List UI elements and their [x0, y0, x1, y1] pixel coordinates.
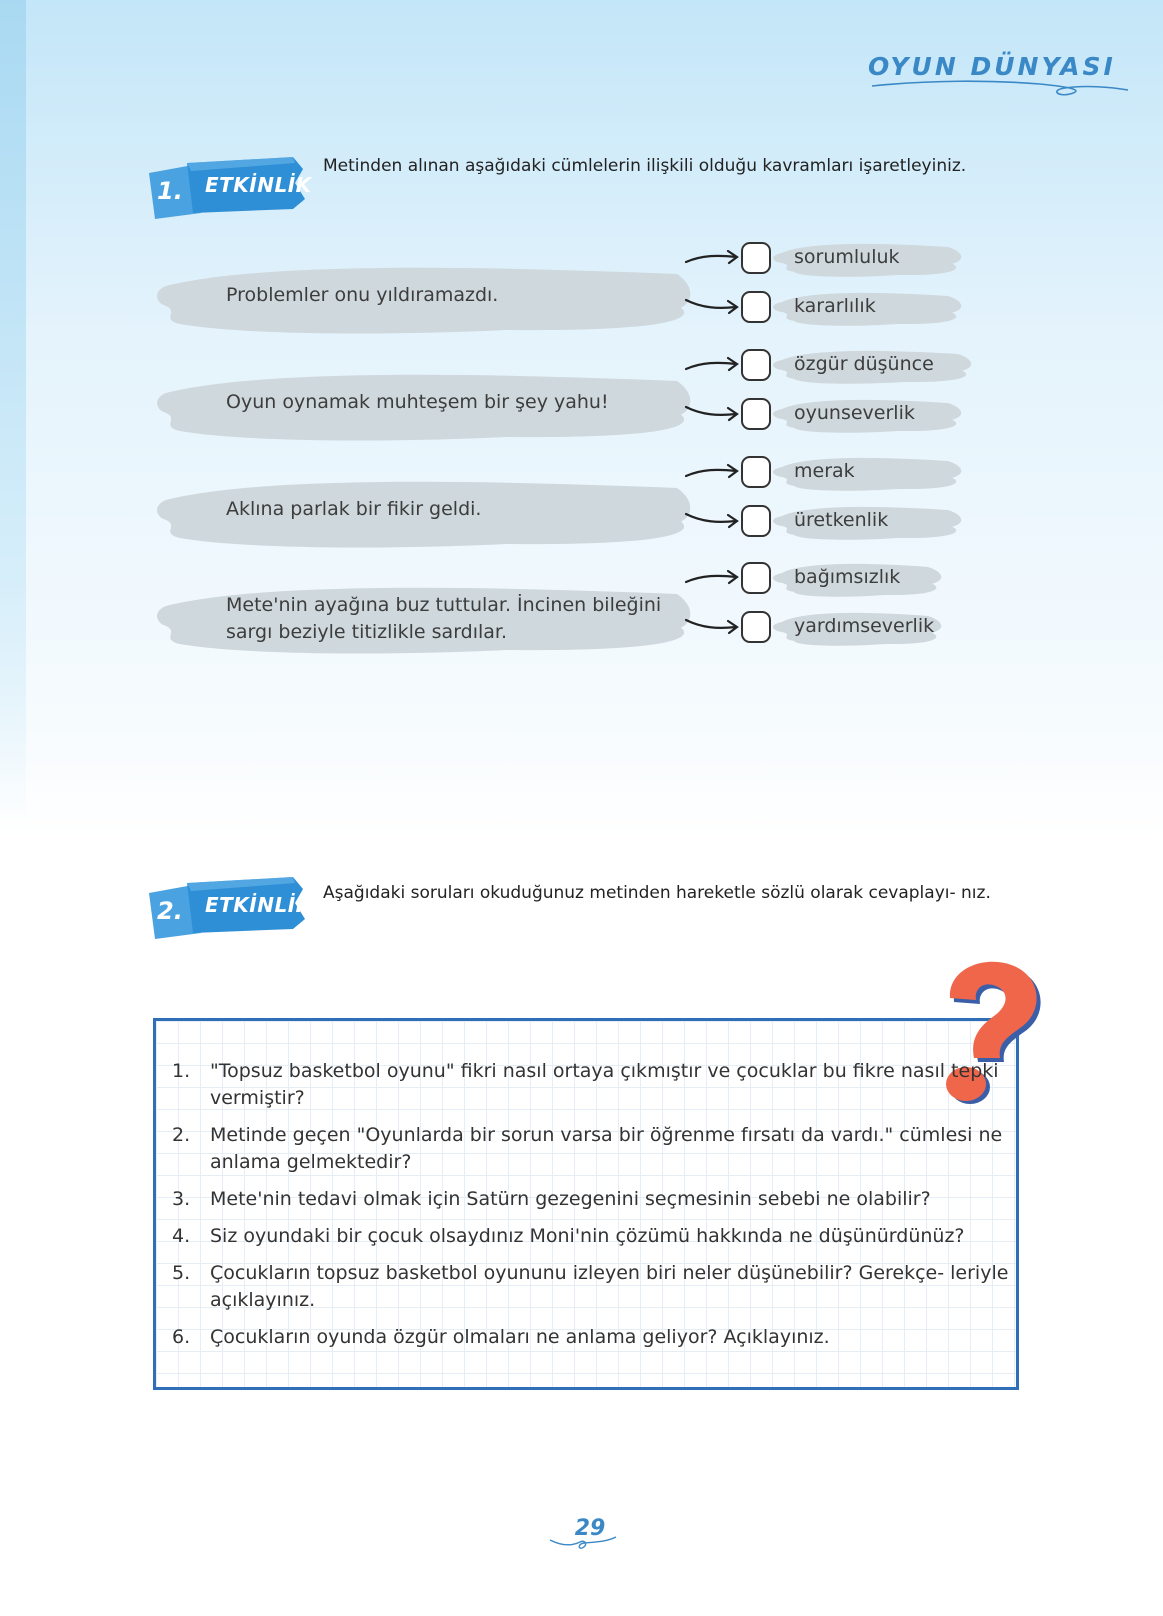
arrow-icon — [684, 615, 740, 637]
question-item — [170, 1122, 1010, 1176]
concept-checkbox[interactable] — [741, 398, 771, 430]
concept-option — [768, 502, 968, 542]
concept-checkbox[interactable] — [741, 562, 771, 594]
arrow-icon — [684, 460, 740, 482]
arrow-icon — [684, 353, 740, 375]
arrow-icon — [684, 295, 740, 317]
sentence-text: Problemler onu yıldıramazdı. — [226, 284, 499, 306]
concept-checkbox[interactable] — [741, 505, 771, 537]
concept-option — [768, 288, 968, 328]
activity2-number: 2. — [157, 897, 183, 925]
concept-label: yardımseverlik — [794, 615, 935, 637]
question-item — [170, 1324, 1010, 1351]
concept-option — [768, 395, 968, 435]
activity2-badge — [143, 875, 312, 943]
activity2-instruction: Aşağıdaki soruları okuduğunuz metinden hareketle sözlü olarak cevaplayı- nız. — [323, 883, 991, 903]
question-number: 2. — [172, 1124, 191, 1146]
questions-list — [170, 1058, 1010, 1361]
question-item — [170, 1186, 1010, 1213]
concept-label: üretkenlik — [794, 509, 889, 531]
question-text: Çocukların topsuz basketbol oyununu izleyen biri neler düşünebilir? Gerekçe- leriyle açıklayınız. — [210, 1262, 1009, 1311]
concept-label: bağımsızlık — [794, 566, 901, 588]
header-wave-decoration — [870, 78, 1130, 102]
sentence-row-2 — [152, 365, 697, 445]
concept-label: oyunseverlik — [794, 402, 915, 424]
question-number: 3. — [172, 1188, 191, 1210]
page-number-wave — [548, 1534, 618, 1554]
question-number: 1. — [172, 1060, 191, 1082]
sentence-row-3 — [152, 472, 697, 552]
sentence-row-1 — [152, 258, 697, 338]
activity2-label: ETKİNLİK — [205, 893, 312, 917]
question-number: 6. — [172, 1326, 191, 1348]
question-text: Metinde geçen "Oyunlarda bir sorun varsa bir öğrenme fırsatı da vardı." cümlesi ne anlama gelmektedir? — [210, 1124, 1003, 1173]
concept-option — [768, 346, 978, 386]
activity1-label: ETKİNLİK — [205, 173, 312, 197]
question-item — [170, 1223, 1010, 1250]
question-item — [170, 1058, 1010, 1112]
concept-checkbox[interactable] — [741, 611, 771, 643]
question-number: 5. — [172, 1262, 191, 1284]
header-title: OYUN DÜNYASI — [868, 52, 1116, 81]
concept-option — [768, 453, 968, 493]
activity1-instruction: Metinden alınan aşağıdaki cümlelerin ilişkili olduğu kavramları işaretleyiniz. — [323, 156, 967, 176]
page-number: 29 — [574, 1516, 606, 1541]
question-text: Siz oyundaki bir çocuk olsaydınız Moni'nin çözümü hakkında ne düşünürdünüz? — [210, 1225, 965, 1247]
sentence-text: Oyun oynamak muhteşem bir şey yahu! — [226, 391, 609, 413]
sentence-text: Mete'nin ayağına buz tuttular. İncinen bileğini sargı beziyle titizlikle sardılar. — [226, 594, 662, 643]
question-text: Mete'nin tedavi olmak için Satürn gezegenini seçmesinin sebebi ne olabilir? — [210, 1188, 931, 1210]
arrow-icon — [684, 246, 740, 268]
concept-checkbox[interactable] — [741, 291, 771, 323]
question-item — [170, 1260, 1010, 1314]
question-number: 4. — [172, 1225, 191, 1247]
concept-checkbox[interactable] — [741, 456, 771, 488]
activity1-badge — [143, 155, 312, 223]
concept-checkbox[interactable] — [741, 349, 771, 381]
arrow-icon — [684, 509, 740, 531]
concept-checkbox[interactable] — [741, 242, 771, 274]
activity1-number: 1. — [157, 177, 183, 205]
concept-label: merak — [794, 460, 855, 482]
arrow-icon — [684, 566, 740, 588]
concept-option — [768, 239, 968, 279]
sentence-row-4 — [152, 578, 697, 658]
question-text: "Topsuz basketbol oyunu" fikri nasıl ortaya çıkmıştır ve çocuklar bu fikre nasıl tepki vermiştir? — [210, 1060, 999, 1109]
concept-label: sorumluluk — [794, 246, 900, 268]
concept-option — [768, 559, 948, 599]
sentence-text: Aklına parlak bir fikir geldi. — [226, 498, 482, 520]
arrow-icon — [684, 402, 740, 424]
left-edge-strip — [0, 0, 26, 820]
concept-label: kararlılık — [794, 295, 876, 317]
question-text: Çocukların oyunda özgür olmaları ne anlama geliyor? Açıklayınız. — [210, 1326, 830, 1348]
concept-label: özgür düşünce — [794, 353, 934, 375]
concept-option — [768, 608, 948, 648]
